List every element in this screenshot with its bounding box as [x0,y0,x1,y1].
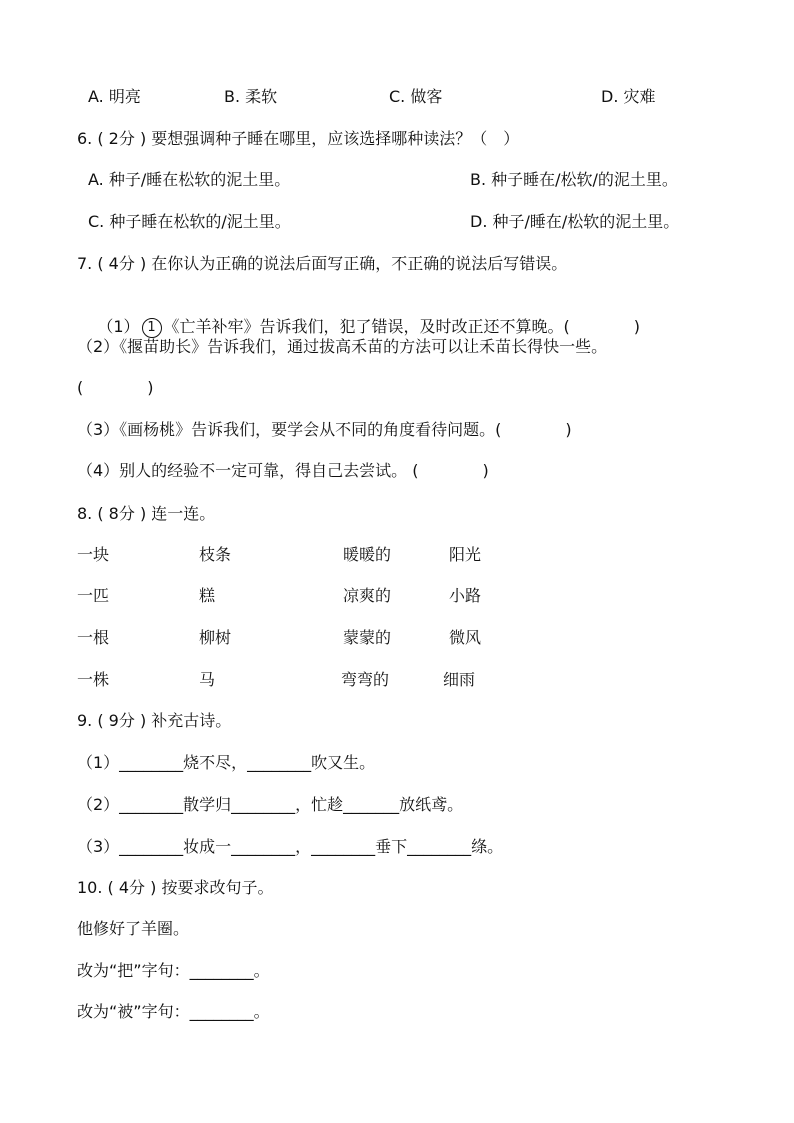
q7-item-2-answer: ( ) [77,378,154,397]
q7-item-1-text: 《亡羊补牢》告诉我们，犯了错误，及时改正还不算晚。( ) [163,317,641,336]
q9-item-2: （2）________散学归________，忙趁_______放纸鸢。 [77,795,464,814]
q8-r1-c1: 一块 [77,545,110,564]
q8-r4-c4: 细雨 [443,670,476,689]
q7-item-2: （2）《揠苗助长》告诉我们，通过拔高禾苗的方法可以让禾苗长得快一些。 [77,337,608,356]
q9-item-3: （3）________妆成一________，________垂下________绦。 [77,837,504,856]
q8-r2-c1: 一匹 [77,586,110,605]
q7-item-4: （4）别人的经验不一定可靠，得自己去尝试。 ( ) [77,461,489,480]
q8-r2-c3: 凉爽的 [343,586,392,605]
q6-option-c: C. 种子睡在松软的/泥土里。 [88,212,291,231]
q6-option-d: D. 种子/睡在/松软的泥土里。 [470,212,680,231]
q7-item-1-prefix: （1） [97,317,140,336]
q8-r4-c3: 弯弯的 [341,670,390,689]
q8-r3-c3: 蒙蒙的 [343,628,392,647]
circled-number-icon: 1 [142,318,162,338]
q7-item-3: （3）《画杨桃》告诉我们，要学会从不同的角度看待问题。( ) [77,420,572,439]
q8-r1-c4: 阳光 [449,545,482,564]
q8-r1-c3: 暖暖的 [343,545,392,564]
q8-r3-c2: 柳树 [199,628,232,647]
q8-r4-c2: 马 [199,670,216,689]
q6-option-a: A. 种子/睡在松软的泥土里。 [88,170,291,189]
q9-item-1: （1）________烧不尽，________吹又生。 [77,753,376,772]
q8-r2-c4: 小路 [449,586,482,605]
q5-option-a: A. 明亮 [88,87,141,106]
q10-stem: 10. ( 4分 ) 按要求改句子。 [77,878,274,897]
q6-option-b: B. 种子睡在/松软/的泥土里。 [470,170,678,189]
q5-option-d: D. 灾难 [601,87,656,106]
q8-r1-c2: 枝条 [199,545,232,564]
q7-stem: 7. ( 4分 ) 在你认为正确的说法后面写正确，不正确的说法后写错误。 [77,254,568,273]
q6-stem: 6. ( 2分 ) 要想强调种子睡在哪里，应该选择哪种读法？（ ） [77,129,520,148]
q5-option-c: C. 做客 [389,87,443,106]
q5-option-b: B. 柔软 [224,87,278,106]
q10-item-1: 改为“把”字句：________。 [77,961,270,980]
q10-item-2: 改为“被”字句：________。 [77,1002,270,1021]
q10-sentence: 他修好了羊圈。 [77,919,190,938]
q8-stem: 8. ( 8分 ) 连一连。 [77,504,216,523]
q8-r3-c1: 一根 [77,628,110,647]
q9-stem: 9. ( 9分 ) 补充古诗。 [77,711,232,730]
q8-r2-c2: 糕 [199,586,216,605]
q8-r4-c1: 一株 [77,670,110,689]
q8-r3-c4: 微风 [449,628,482,647]
